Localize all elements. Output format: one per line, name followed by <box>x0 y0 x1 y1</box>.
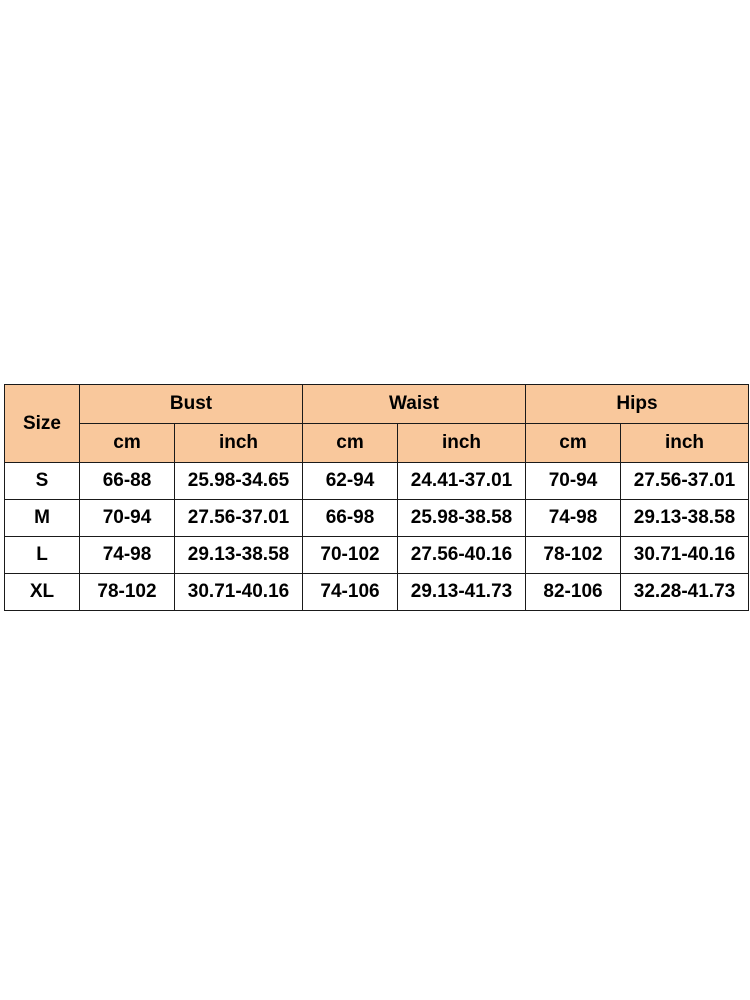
waist-inch-cell: 29.13-41.73 <box>398 574 526 611</box>
waist-cm-cell: 74-106 <box>303 574 398 611</box>
waist-inch-cell: 27.56-40.16 <box>398 537 526 574</box>
hips-inch-cell: 27.56-37.01 <box>621 463 749 500</box>
bust-inch-cell: 30.71-40.16 <box>175 574 303 611</box>
table-row <box>5 463 749 500</box>
bust-cm-cell: 70-94 <box>80 500 175 537</box>
table-row <box>5 537 749 574</box>
hips-inch-cell: 30.71-40.16 <box>621 537 749 574</box>
hips-inch-cell: 29.13-38.58 <box>621 500 749 537</box>
size-label: XL <box>5 574 80 611</box>
bust-cm-cell: 78-102 <box>80 574 175 611</box>
table-row <box>5 574 749 611</box>
size-label: S <box>5 463 80 500</box>
bust-inch-cell: 29.13-38.58 <box>175 537 303 574</box>
waist-cm-cell: 70-102 <box>303 537 398 574</box>
waist-group-header: Waist <box>303 385 526 424</box>
bust-inch-cell: 27.56-37.01 <box>175 500 303 537</box>
hips-inch-header: inch <box>621 424 749 463</box>
waist-cm-cell: 62-94 <box>303 463 398 500</box>
bust-inch-cell: 25.98-34.65 <box>175 463 303 500</box>
hips-cm-header: cm <box>526 424 621 463</box>
table-row <box>5 500 749 537</box>
hips-inch-cell: 32.28-41.73 <box>621 574 749 611</box>
hips-cm-cell: 78-102 <box>526 537 621 574</box>
size-label: M <box>5 500 80 537</box>
bust-inch-header: inch <box>175 424 303 463</box>
hips-cm-cell: 82-106 <box>526 574 621 611</box>
hips-cm-cell: 74-98 <box>526 500 621 537</box>
waist-inch-cell: 25.98-38.58 <box>398 500 526 537</box>
group-header-row <box>5 385 749 424</box>
size-chart-table <box>4 384 749 611</box>
waist-cm-cell: 66-98 <box>303 500 398 537</box>
bust-cm-header: cm <box>80 424 175 463</box>
hips-group-header: Hips <box>526 385 749 424</box>
size-label: L <box>5 537 80 574</box>
waist-inch-header: inch <box>398 424 526 463</box>
unit-header-row <box>5 424 749 463</box>
bust-cm-cell: 66-88 <box>80 463 175 500</box>
size-column-header: Size <box>5 385 80 463</box>
waist-cm-header: cm <box>303 424 398 463</box>
hips-cm-cell: 70-94 <box>526 463 621 500</box>
bust-group-header: Bust <box>80 385 303 424</box>
bust-cm-cell: 74-98 <box>80 537 175 574</box>
waist-inch-cell: 24.41-37.01 <box>398 463 526 500</box>
